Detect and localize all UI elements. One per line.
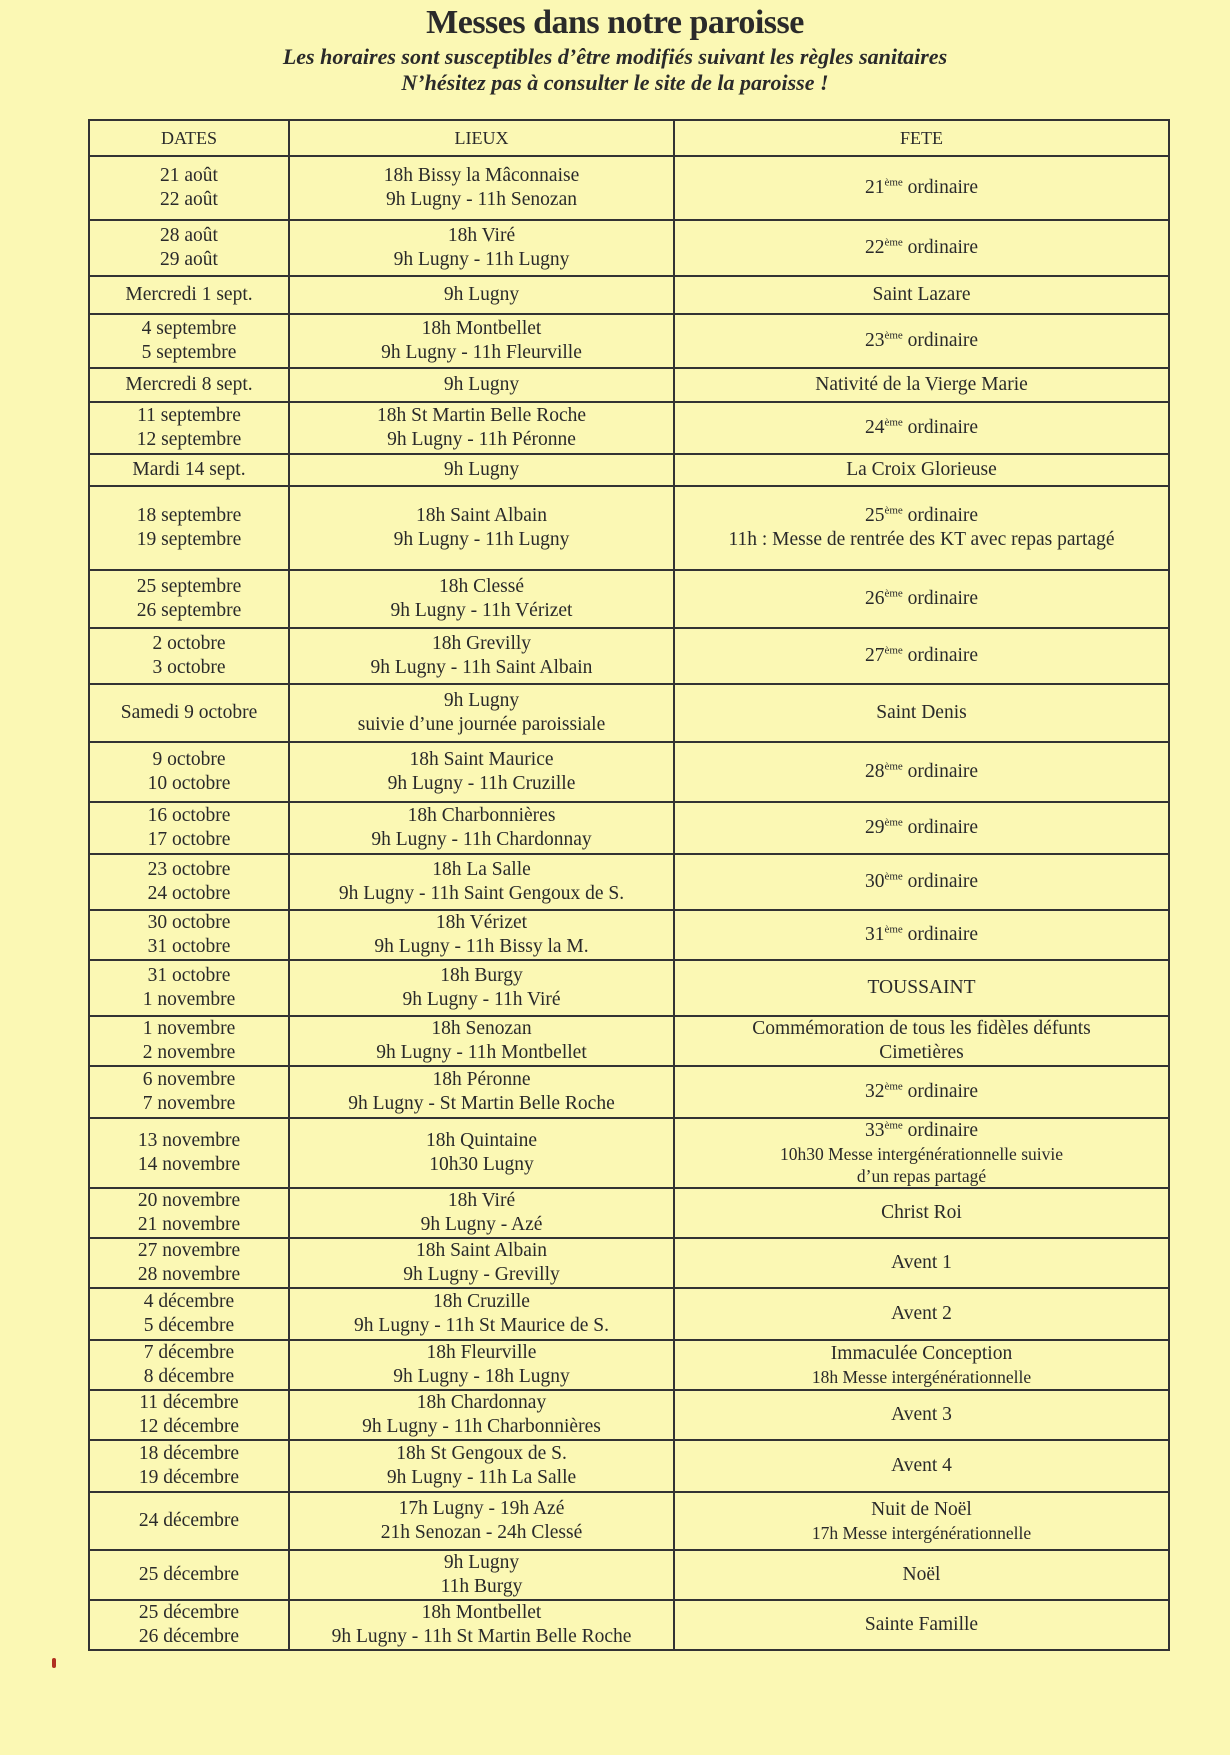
ordinal-suffix: ème: [884, 816, 903, 829]
date-cell-line: 21 novembre: [137, 1214, 241, 1235]
date-cell-line: 2 octobre: [152, 633, 226, 654]
lieu-cell-line: 18h Montbellet: [421, 1602, 542, 1623]
date-cell: [89, 486, 289, 570]
date-cell-line: 7 novembre: [142, 1093, 236, 1114]
date-cell-line: 3 octobre: [152, 657, 226, 678]
date-cell-line: 31 octobre: [147, 936, 231, 957]
ordinal-suffix: ème: [884, 504, 903, 517]
date-cell: [89, 1340, 289, 1390]
lieu-cell-line: 18h St Martin Belle Roche: [376, 405, 587, 426]
date-cell-line: 2 novembre: [142, 1042, 236, 1063]
fete-cell: [674, 1016, 1169, 1066]
fete-line: 30ème ordinaire: [864, 870, 979, 892]
fete-cell: [674, 910, 1169, 960]
lieu-cell-line: 9h Lugny - 11h Cruzille: [387, 773, 576, 794]
fete-line: 21ème ordinaire: [864, 176, 979, 198]
lieu-cell-line: 18h Fleurville: [426, 1342, 537, 1363]
fete-line: d’un repas partagé: [856, 1166, 987, 1186]
lieu-cell-line: 9h Lugny - 11h Lugny: [393, 529, 570, 550]
fete-line: Nativité de la Vierge Marie: [815, 374, 1028, 395]
fete-cell: [674, 1238, 1169, 1288]
table-row: [89, 684, 1169, 742]
date-cell: [89, 628, 289, 684]
fete-line: Saint Denis: [876, 702, 967, 723]
date-cell-line: 26 décembre: [138, 1626, 240, 1647]
fete-line: Avent 4: [891, 1455, 952, 1476]
date-cell-line: 21 août: [160, 165, 218, 186]
table-row: [89, 1118, 1169, 1188]
fete-cell: [674, 1188, 1169, 1238]
date-cell-line: 18 septembre: [136, 505, 242, 526]
fete-line: 31ème ordinaire: [864, 923, 979, 945]
lieu-cell-line: 18h St Gengoux de S.: [396, 1443, 567, 1464]
date-cell-line: 20 novembre: [137, 1190, 241, 1211]
lieu-cell-line: 9h Lugny - 11h La Salle: [386, 1467, 577, 1488]
table-row: [89, 1492, 1169, 1550]
date-cell: [89, 742, 289, 802]
date-cell: [89, 1550, 289, 1600]
date-cell: [89, 1390, 289, 1440]
lieu-cell-line: 9h Lugny - 11h Fleurville: [381, 342, 582, 363]
fete-cell: [674, 628, 1169, 684]
fete-line: Sainte Famille: [864, 1614, 979, 1635]
lieu-cell: [289, 454, 674, 486]
table-row: [89, 960, 1169, 1016]
lieu-cell-line: 9h Lugny - 11h St Martin Belle Roche: [331, 1626, 632, 1647]
lieu-cell: [289, 402, 674, 454]
fete-cell: [674, 854, 1169, 910]
ordinal-suffix: ème: [884, 176, 903, 189]
lieu-cell: [289, 1118, 674, 1188]
date-cell: [89, 276, 289, 314]
table-row: [89, 402, 1169, 454]
date-cell-line: 25 septembre: [136, 576, 242, 597]
date-cell-line: 30 octobre: [147, 912, 231, 933]
date-cell-line: 28 août: [160, 225, 218, 246]
ordinal-suffix: ème: [884, 329, 903, 342]
lieu-cell: [289, 314, 674, 368]
fete-line: Noël: [902, 1564, 941, 1585]
fete-cell: [674, 684, 1169, 742]
lieu-cell-line: 9h Lugny: [443, 374, 520, 395]
fete-cell: [674, 486, 1169, 570]
lieu-cell-line: 9h Lugny - 11h Senozan: [386, 189, 577, 210]
header-dates: DATES: [89, 120, 289, 156]
date-cell-line: Mercredi 8 sept.: [125, 374, 253, 395]
fete-cell: [674, 156, 1169, 220]
lieu-cell-line: 9h Lugny - 11h Bissy la M.: [374, 936, 589, 957]
date-cell: [89, 1440, 289, 1492]
lieu-cell: [289, 368, 674, 402]
lieu-cell: [289, 156, 674, 220]
lieu-cell-line: 18h Cruzille: [433, 1291, 530, 1312]
lieu-cell-line: 9h Lugny - 11h Charbonnières: [362, 1416, 601, 1437]
fete-cell: [674, 276, 1169, 314]
date-cell: [89, 854, 289, 910]
lieu-cell: [289, 960, 674, 1016]
fete-line: 27ème ordinaire: [864, 644, 979, 666]
lieu-cell-line: 18h Quintaine: [425, 1130, 538, 1151]
fete-line: Nuit de Noël: [871, 1499, 972, 1520]
fete-line: 23ème ordinaire: [864, 329, 979, 351]
fete-cell: [674, 368, 1169, 402]
table-row: [89, 742, 1169, 802]
fete-line: Avent 2: [891, 1303, 952, 1324]
date-cell-line: 22 août: [160, 189, 218, 210]
lieu-cell-line: 18h Bissy la Mâconnaise: [383, 165, 580, 186]
date-cell-line: 12 décembre: [138, 1416, 240, 1437]
date-cell: [89, 1600, 289, 1650]
date-cell-line: 25 décembre: [138, 1602, 240, 1623]
fete-cell: [674, 314, 1169, 368]
date-cell-line: 11 décembre: [139, 1392, 239, 1413]
lieu-cell: [289, 1188, 674, 1238]
lieu-cell-line: 18h Saint Albain: [415, 505, 548, 526]
date-cell-line: 10 octobre: [147, 773, 231, 794]
table-row: [89, 1066, 1169, 1118]
fete-line: Saint Lazare: [872, 284, 971, 305]
lieu-cell: [289, 1288, 674, 1340]
fete-cell: [674, 802, 1169, 854]
date-cell: [89, 402, 289, 454]
date-cell-line: 27 novembre: [137, 1240, 241, 1261]
fete-cell: [674, 960, 1169, 1016]
lieu-cell-line: 9h Lugny - Azé: [420, 1214, 543, 1235]
lieu-cell: [289, 854, 674, 910]
lieu-cell-line: 18h Vérizet: [435, 912, 528, 933]
ordinal-suffix: ème: [884, 923, 903, 936]
lieu-cell: [289, 1492, 674, 1550]
date-cell: [89, 368, 289, 402]
fete-cell: [674, 1600, 1169, 1650]
table-row: [89, 570, 1169, 628]
lieu-cell-line: 9h Lugny - 11h Chardonnay: [371, 829, 592, 850]
lieu-cell: [289, 1238, 674, 1288]
fete-cell: [674, 570, 1169, 628]
fete-cell: [674, 1550, 1169, 1600]
page-subtitle-line2: N’hésitez pas à consulter le site de la paroisse !: [401, 70, 829, 95]
lieu-cell-line: suivie d’une journée paroissiale: [357, 714, 606, 735]
date-cell: [89, 684, 289, 742]
date-cell-line: 7 décembre: [143, 1342, 235, 1363]
table-row: [89, 156, 1169, 220]
lieu-cell-line: 9h Lugny - 11h Péronne: [387, 429, 576, 450]
lieu-cell-line: 9h Lugny - St Martin Belle Roche: [348, 1093, 615, 1114]
date-cell-line: 1 novembre: [142, 989, 236, 1010]
lieu-cell: [289, 1016, 674, 1066]
lieu-cell: [289, 742, 674, 802]
table-row: [89, 220, 1169, 276]
fete-line: 26ème ordinaire: [864, 587, 979, 609]
table-row: [89, 276, 1169, 314]
lieu-cell: [289, 1550, 674, 1600]
ordinal-suffix: ème: [884, 416, 903, 429]
fete-line: 24ème ordinaire: [864, 416, 979, 438]
date-cell: [89, 314, 289, 368]
fete-line: 29ème ordinaire: [864, 816, 979, 838]
fete-cell: [674, 1340, 1169, 1390]
fete-line: Immaculée Conception: [830, 1343, 1013, 1364]
date-cell: [89, 1188, 289, 1238]
table-row: [89, 368, 1169, 402]
lieu-cell: [289, 1600, 674, 1650]
fete-line: 28ème ordinaire: [864, 760, 979, 782]
header-fete: FETE: [674, 120, 1169, 156]
lieu-cell: [289, 684, 674, 742]
date-cell-line: 9 octobre: [152, 749, 226, 770]
date-cell: [89, 220, 289, 276]
date-cell-line: 28 novembre: [137, 1264, 241, 1285]
lieu-cell-line: 11h Burgy: [440, 1576, 523, 1597]
lieu-cell-line: 9h Lugny - 11h Lugny: [393, 249, 570, 270]
date-cell-line: 1 novembre: [142, 1018, 236, 1039]
fete-line: Christ Roi: [881, 1202, 962, 1223]
table-header-row: [89, 120, 1169, 156]
date-cell: [89, 1016, 289, 1066]
table-row: [89, 628, 1169, 684]
table-row: [89, 1288, 1169, 1340]
lieu-cell-line: 9h Lugny: [443, 1552, 520, 1573]
lieu-cell: [289, 220, 674, 276]
date-cell-line: 29 août: [160, 249, 218, 270]
fete-cell: [674, 220, 1169, 276]
fete-cell: [674, 454, 1169, 486]
lieu-cell-line: 18h Burgy: [440, 965, 523, 986]
header-lieux: LIEUX: [289, 120, 674, 156]
ordinal-suffix: ème: [884, 760, 903, 773]
lieu-cell-line: 9h Lugny: [443, 284, 520, 305]
lieu-cell-line: 9h Lugny - 18h Lugny: [393, 1366, 570, 1387]
lieu-cell-line: 18h La Salle: [432, 859, 531, 880]
date-cell-line: 19 septembre: [136, 529, 242, 550]
fete-line: Avent 1: [891, 1252, 952, 1273]
date-cell-line: 16 octobre: [147, 805, 231, 826]
date-cell-line: 19 décembre: [138, 1467, 240, 1488]
date-cell-line: 5 décembre: [143, 1315, 235, 1336]
fete-line: Cimetières: [879, 1042, 964, 1063]
date-cell-line: 5 septembre: [141, 342, 237, 363]
ordinal-suffix: ème: [884, 870, 903, 883]
lieu-cell: [289, 1066, 674, 1118]
lieu-cell-line: 18h Saint Maurice: [409, 749, 554, 770]
fete-cell: [674, 1440, 1169, 1492]
date-cell-line: 24 octobre: [147, 883, 231, 904]
table-row: [89, 854, 1169, 910]
lieu-cell-line: 9h Lugny - 11h Montbellet: [376, 1042, 587, 1063]
date-cell-line: 8 décembre: [143, 1366, 235, 1387]
date-cell-line: Mardi 14 sept.: [132, 459, 246, 480]
date-cell-line: 24 décembre: [138, 1510, 240, 1531]
lieu-cell-line: 17h Lugny - 19h Azé: [398, 1498, 565, 1519]
lieu-cell-line: 10h30 Lugny: [429, 1154, 534, 1175]
lieu-cell-line: 9h Lugny - 11h St Maurice de S.: [354, 1315, 609, 1336]
lieu-cell-line: 9h Lugny - 11h Viré: [402, 989, 561, 1010]
ordinal-suffix: ème: [884, 236, 903, 249]
date-cell-line: 4 décembre: [143, 1291, 235, 1312]
fete-line: 33ème ordinaire: [864, 1119, 979, 1141]
table-row: [89, 314, 1169, 368]
date-cell-line: 25 décembre: [138, 1564, 240, 1585]
lieu-cell-line: 9h Lugny - 11h Vérizet: [390, 600, 573, 621]
date-cell-line: 26 septembre: [136, 600, 242, 621]
fete-line: 22ème ordinaire: [864, 236, 979, 258]
date-cell: [89, 1288, 289, 1340]
date-cell: [89, 1118, 289, 1188]
fete-line: La Croix Glorieuse: [846, 459, 997, 480]
date-cell-line: 17 octobre: [147, 829, 231, 850]
lieu-cell-line: 18h Viré: [447, 225, 516, 246]
date-cell-line: Mercredi 1 sept.: [125, 284, 253, 305]
lieu-cell-line: 18h Montbellet: [421, 318, 542, 339]
lieu-cell: [289, 1390, 674, 1440]
fete-line: 25ème ordinaire: [864, 504, 979, 526]
page-subtitle-line1: Les horaires sont susceptibles d’être modifiés suivant les règles sanitaires: [282, 44, 948, 69]
lieu-cell-line: 18h Grevilly: [431, 633, 532, 654]
lieu-cell-line: 18h Saint Albain: [415, 1240, 548, 1261]
table-row: [89, 1600, 1169, 1650]
date-cell-line: Samedi 9 octobre: [120, 702, 258, 723]
fete-line: 32ème ordinaire: [864, 1080, 979, 1102]
table-row: [89, 1188, 1169, 1238]
table-row: [89, 1238, 1169, 1288]
page-title: Messes dans notre paroisse: [426, 4, 804, 41]
mass-schedule-table: [88, 119, 1170, 1651]
fete-cell: [674, 1118, 1169, 1188]
lieu-cell: [289, 486, 674, 570]
lieu-cell: [289, 628, 674, 684]
table-row: [89, 1440, 1169, 1492]
fete-line: 18h Messe intergénérationnelle: [811, 1367, 1032, 1387]
lieu-cell-line: 9h Lugny - 11h Saint Albain: [370, 657, 593, 678]
lieu-cell-line: 9h Lugny - Grevilly: [403, 1264, 560, 1285]
lieu-cell-line: 21h Senozan - 24h Clessé: [380, 1522, 583, 1543]
lieu-cell-line: 18h Péronne: [432, 1069, 531, 1090]
ordinal-suffix: ème: [884, 644, 903, 657]
table-row: [89, 802, 1169, 854]
lieu-cell: [289, 910, 674, 960]
lieu-cell: [289, 802, 674, 854]
fete-line: 11h : Messe de rentrée des KT avec repas partagé: [728, 529, 1115, 550]
table-row: [89, 1340, 1169, 1390]
lieu-cell-line: 9h Lugny - 11h Saint Gengoux de S.: [338, 883, 625, 904]
lieu-cell: [289, 1440, 674, 1492]
date-cell: [89, 156, 289, 220]
date-cell: [89, 1492, 289, 1550]
lieu-cell: [289, 276, 674, 314]
fete-line: 17h Messe intergénérationnelle: [811, 1523, 1032, 1543]
table-row: [89, 1016, 1169, 1066]
lieu-cell: [289, 1340, 674, 1390]
date-cell: [89, 802, 289, 854]
table-row: [89, 1550, 1169, 1600]
lieu-cell-line: 9h Lugny: [443, 459, 520, 480]
fete-cell: [674, 1066, 1169, 1118]
fete-line: Commémoration de tous les fidèles défunts: [752, 1018, 1091, 1039]
table-row: [89, 454, 1169, 486]
date-cell: [89, 910, 289, 960]
date-cell: [89, 960, 289, 1016]
fete-line: 10h30 Messe intergénérationnelle suivie: [779, 1144, 1063, 1164]
fete-line: Avent 3: [891, 1404, 952, 1425]
lieu-cell-line: 9h Lugny: [443, 690, 520, 711]
lieu-cell-line: 18h Viré: [447, 1190, 516, 1211]
ordinal-suffix: ème: [884, 1080, 903, 1093]
fete-cell: [674, 1492, 1169, 1550]
date-cell-line: 11 septembre: [137, 405, 241, 426]
lieu-cell-line: 18h Chardonnay: [416, 1392, 547, 1413]
fete-cell: [674, 742, 1169, 802]
lieu-cell-line: 18h Charbonnières: [407, 805, 556, 826]
date-cell-line: 23 octobre: [147, 859, 231, 880]
fete-cell: [674, 402, 1169, 454]
date-cell-line: 6 novembre: [142, 1069, 236, 1090]
table-row: [89, 486, 1169, 570]
ordinal-suffix: ème: [884, 587, 903, 600]
date-cell-line: 13 novembre: [137, 1130, 241, 1151]
lieu-cell-line: 18h Clessé: [438, 576, 525, 597]
date-cell-line: 12 septembre: [136, 429, 242, 450]
ordinal-suffix: ème: [884, 1119, 903, 1132]
table-row: [89, 910, 1169, 960]
date-cell: [89, 1238, 289, 1288]
fete-line: TOUSSAINT: [867, 977, 976, 998]
lieu-cell-line: 18h Senozan: [431, 1018, 532, 1039]
table-row: [89, 1390, 1169, 1440]
date-cell-line: 31 octobre: [147, 965, 231, 986]
lieu-cell: [289, 570, 674, 628]
date-cell-line: 18 décembre: [138, 1443, 240, 1464]
fete-cell: [674, 1288, 1169, 1340]
date-cell: [89, 570, 289, 628]
date-cell-line: 14 novembre: [137, 1154, 241, 1175]
ink-mark: [52, 1658, 56, 1668]
date-cell-line: 4 septembre: [141, 318, 237, 339]
date-cell: [89, 454, 289, 486]
fete-cell: [674, 1390, 1169, 1440]
date-cell: [89, 1066, 289, 1118]
